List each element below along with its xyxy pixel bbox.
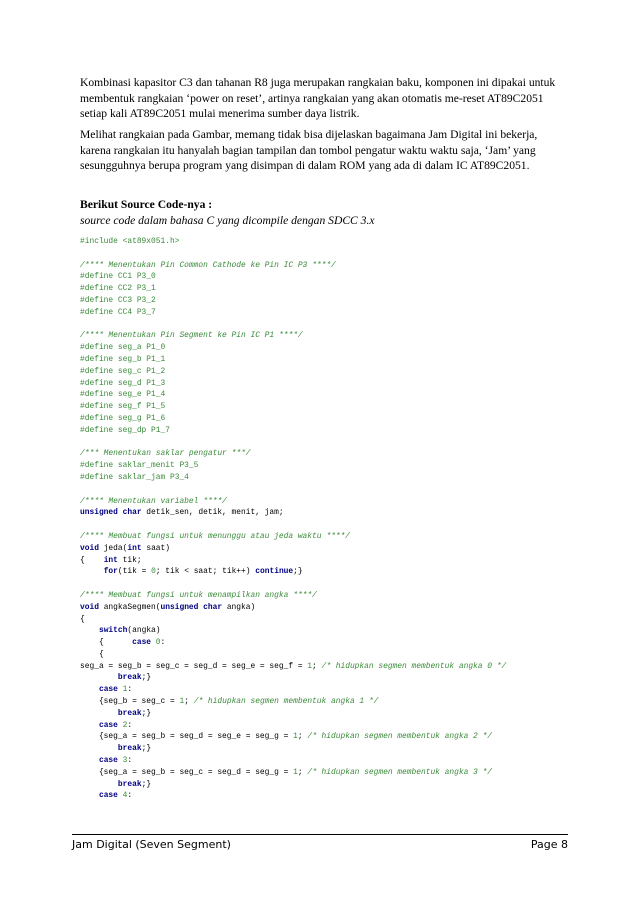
code-token xyxy=(80,685,99,694)
code-token: {seg_a = seg_b = seg_d = seg_e = seg_g = xyxy=(80,732,294,742)
code-line xyxy=(80,555,580,567)
code-line: #define seg_g P1_6 xyxy=(80,413,166,423)
code-line xyxy=(80,661,580,673)
code-line: #define seg_b P1_1 xyxy=(80,354,166,364)
code-line xyxy=(80,755,580,767)
code-line: /*** Menentukan saklar pengatur ***/ xyxy=(80,449,251,459)
code-token: ; xyxy=(312,661,322,671)
paragraph-power-on-reset xyxy=(80,75,570,122)
paragraph-program-rom xyxy=(80,127,570,174)
code-token: : xyxy=(127,685,133,695)
code-line: { xyxy=(80,614,85,624)
code-token: void xyxy=(80,602,99,612)
footer-divider xyxy=(72,834,568,835)
code-line xyxy=(80,625,580,637)
code-token: 2 xyxy=(122,720,128,730)
code-token: case xyxy=(132,638,152,648)
code-token: /* hidupkan segmen membentuk angka 3 */ xyxy=(307,767,492,777)
code-token: jeda( xyxy=(98,543,128,553)
paragraph-text: Kombinasi kapasitor C3 dan tahanan R8 juga merupakan rangkaian baku, komponen ini dipakai untuk membentuk rangkaian ‘power on reset’, artinya rangkaian yang akan otomatis me-reset AT89C2051 setiap kali AT89C2051 mulai menerima sumber daya listrik. xyxy=(80,76,556,121)
code-line xyxy=(80,602,580,614)
code-line: #define seg_e P1_4 xyxy=(80,390,166,400)
code-line xyxy=(80,684,580,696)
paragraph-text: Melihat rangkaian pada Gambar, memang tidak bisa dijelaskan bagaimana Jam Digital ini bekerja, karena rangkaian itu hanyalah bagian tampilan dan tombol pengatur waktu waktu saja, ‘Jam’ yang sesungguhnya berupa program yang disimpan di dalam ROM yang ada di dalam IC AT89C2051. xyxy=(80,128,538,173)
code-token: (angka) xyxy=(127,626,161,636)
code-token: : xyxy=(127,791,133,801)
code-blank-line xyxy=(80,519,580,531)
code-line: #define seg_d P1_3 xyxy=(80,378,166,388)
code-token: ; tik < saat; tik++) xyxy=(155,567,256,577)
code-token: ;} xyxy=(293,567,303,577)
code-line xyxy=(80,566,580,578)
code-token: saat) xyxy=(141,543,171,553)
code-line: #define seg_a P1_0 xyxy=(80,343,166,353)
code-token: /* hidupkan segmen membentuk angka 2 */ xyxy=(307,732,492,742)
code-token: ; xyxy=(297,732,308,742)
code-line xyxy=(80,720,580,732)
footer-document-title: Jam Digital (Seven Segment) xyxy=(72,838,231,851)
code-token: 1 xyxy=(179,697,185,707)
code-token xyxy=(80,791,99,800)
code-token: /* hidupkan segmen membentuk angka 0 */ xyxy=(321,661,507,671)
code-line: /**** Membuat fungsi untuk menunggu atau jeda waktu ****/ xyxy=(80,531,350,541)
code-line xyxy=(80,672,580,684)
code-line: #define CC2 P3_1 xyxy=(80,284,156,294)
code-line: /**** Menentukan variabel ****/ xyxy=(80,496,227,506)
code-token xyxy=(80,780,118,789)
code-blank-line xyxy=(80,319,580,331)
code-line: #define seg_f P1_5 xyxy=(80,402,166,412)
code-token: unsigned char xyxy=(80,508,142,518)
code-line xyxy=(80,543,580,555)
code-token: for xyxy=(103,567,118,577)
code-token xyxy=(80,626,99,635)
code-line: /**** Menentukan Pin Common Cathode ke Pin IC P3 ****/ xyxy=(80,260,336,270)
code-token: seg_a = seg_b = seg_c = seg_d = seg_e = seg_f = xyxy=(80,661,308,671)
code-line: #include <at89x051.h> xyxy=(80,237,180,246)
code-token: ;} xyxy=(141,744,152,754)
code-token: break xyxy=(117,708,142,718)
code-token: : xyxy=(160,638,166,648)
code-line xyxy=(80,790,580,802)
code-line: #define seg_c P1_2 xyxy=(80,366,166,376)
code-token: unsigned char xyxy=(160,602,223,612)
code-token: ; xyxy=(184,697,194,707)
code-token: case xyxy=(98,685,118,695)
code-line xyxy=(80,637,580,649)
code-token: continue xyxy=(255,567,294,577)
code-line xyxy=(80,767,580,779)
code-token: break xyxy=(117,673,142,683)
code-token: tik; xyxy=(117,555,142,565)
code-token: { xyxy=(80,638,133,648)
source-code-heading xyxy=(80,197,375,228)
code-token xyxy=(80,744,118,753)
code-token: 0 xyxy=(155,638,161,648)
code-token: { xyxy=(80,555,104,565)
code-token: 1 xyxy=(307,661,313,671)
code-token xyxy=(80,756,99,765)
code-token: break xyxy=(117,744,142,754)
code-token: ;} xyxy=(141,673,152,683)
code-token: detik_sen, detik, menit, jam; xyxy=(141,508,284,518)
code-token: ; xyxy=(297,767,308,777)
code-token: 1 xyxy=(293,732,298,742)
code-token: {seg_b = seg_c = xyxy=(80,697,180,707)
code-line: /**** Membuat fungsi untuk menampilkan angka ****/ xyxy=(80,590,317,600)
code-line xyxy=(80,731,580,743)
code-blank-line xyxy=(80,437,580,449)
code-token: int xyxy=(127,543,142,553)
code-token: /* hidupkan segmen membentuk angka 1 */ xyxy=(193,697,379,707)
code-token: ;} xyxy=(141,779,152,789)
code-blank-line xyxy=(80,578,580,590)
code-line: #define CC3 P3_2 xyxy=(80,295,156,305)
code-token: angkaSegmen( xyxy=(98,602,161,612)
code-line xyxy=(80,507,580,519)
code-token: 4 xyxy=(122,791,128,801)
page-footer xyxy=(72,838,568,851)
code-line: #define saklar_menit P3_5 xyxy=(80,461,199,471)
code-token: case xyxy=(98,791,118,801)
code-token: case xyxy=(98,720,118,730)
code-line: { xyxy=(80,649,104,659)
code-token: case xyxy=(98,756,118,766)
code-token: (tik = xyxy=(117,567,152,577)
code-line: #define CC1 P3_0 xyxy=(80,272,156,282)
code-line xyxy=(80,743,580,755)
code-token xyxy=(80,567,104,576)
code-token: : xyxy=(127,756,133,766)
code-token xyxy=(80,673,118,682)
code-line xyxy=(80,708,580,720)
code-line: #define saklar_jam P3_4 xyxy=(80,472,189,482)
code-token: : xyxy=(127,720,133,730)
code-line xyxy=(80,779,580,791)
code-token: break xyxy=(117,779,142,789)
code-token: void xyxy=(80,543,99,553)
code-blank-line xyxy=(80,484,580,496)
code-token: switch xyxy=(98,626,128,636)
code-token xyxy=(80,721,99,730)
code-token xyxy=(80,709,118,718)
code-line: /**** Menentukan Pin Segment ke Pin IC P1 ****/ xyxy=(80,331,303,341)
code-line: #define CC4 P3_7 xyxy=(80,307,156,317)
code-block xyxy=(80,236,580,802)
code-line: #define seg_dp P1_7 xyxy=(80,425,170,435)
code-token: 1 xyxy=(293,767,298,777)
code-token: 0 xyxy=(151,567,156,577)
code-token: {seg_a = seg_b = seg_c = seg_d = seg_g = xyxy=(80,767,294,777)
code-token: 1 xyxy=(122,685,128,695)
code-blank-line xyxy=(80,248,580,260)
footer-page-number: Page 8 xyxy=(530,838,568,851)
code-token: int xyxy=(103,555,118,565)
section-subtitle: source code dalam bahasa C yang dicompile dengan SDCC 3.x xyxy=(80,213,375,227)
code-token: angka) xyxy=(222,602,256,612)
code-line xyxy=(80,696,580,708)
code-token: ;} xyxy=(141,708,152,718)
section-title: Berikut Source Code-nya : xyxy=(80,198,213,211)
code-token: 3 xyxy=(122,756,128,766)
